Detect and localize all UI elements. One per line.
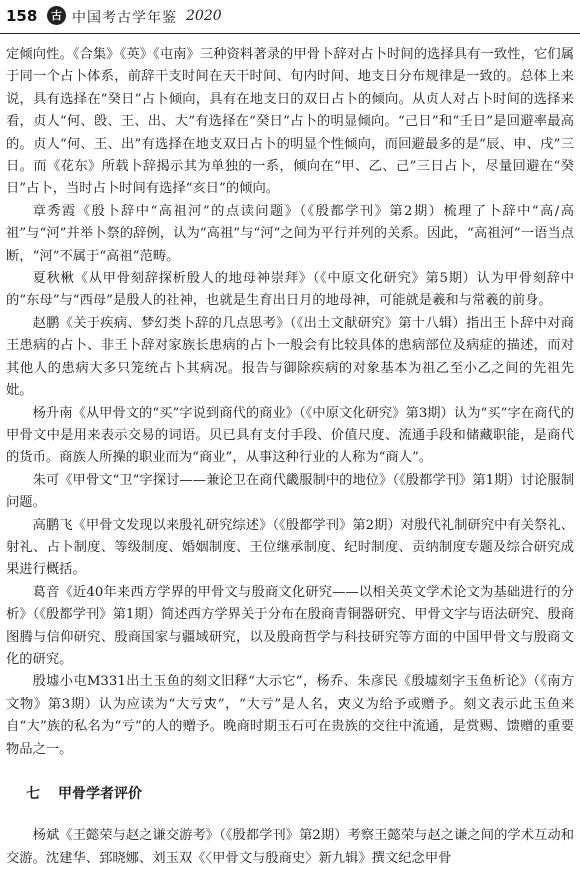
section-number: 七 [26,786,40,802]
header-rule [0,33,580,34]
book-year: 2020 [186,8,222,24]
body-text [6,44,574,870]
yearbook-emblem-icon: 古 [47,6,66,25]
paragraph: 葛音《近40年来西方学界的甲骨文与殷商文化研究——以相关英文学术论文为基础进行的分析》（《殷都学刊》第1期）简述西方学界关于分布在殷商青铜器研究、甲骨文字与语法研究、殷商图腾与信仰研究、殷商国家与疆域研究，以及殷商哲学与科技研究等方面的中国甲骨文与殷商文化的研究。 [6,584,574,667]
page-header [0,0,580,34]
paragraph: 章秀霞《殷卜辞中“高祖河”的点读问题》（《殷都学刊》第2期）梳理了卜辞中“高/高祖”与“河”并举卜祭的辞例，认为“高祖”与“河”之间为平行并列的关系。因此，“高祖河”一语当点断，“河”不属于“高祖”范畴。 [6,203,574,264]
paragraph: 定倾向性。《合集》《英》《屯南》三种资料著录的甲骨卜辞对占卜时间的选择具有一致性，它们属于同一个占卜体系，前辞干支时间在天干时间、旬内时间、地支日分布规律是一致的。总体上来说，具有选择在“癸日”占卜倾向，具有在地支日的双日占卜的倾向。从贞人对占卜时间的选择来看，贞人“何、𣪘、王、出、大”有选择在“癸日”占卜的明显倾向。“己日”和“壬日”是回避率最高的。贞人“何、王、出”有选择在地支双日占卜的明显个性倾向，而回避最多的是“辰、申、戌”三日。而《花东》所载卜辞揭示其为单独的一系，倾向在“甲、乙、己”三日占卜，尽量回避在“癸日”占卜，当时占卜时间有选择“亥日”的倾向。 [6,47,574,197]
paragraph: 赵鹏《关于疾病、梦幻类卜辞的几点思考》（《出土文献研究》第十八辑）指出王卜辞中对商王患病的占卜、非王卜辞对家族长患病的占卜一般会有比较具体的患病部位及病症的描述，而对其他人的患病大多只笼统占卜其病况。报告与御除疾病的对象基本为祖乙至小乙之间的先祖先妣。 [6,315,574,399]
paragraph: 朱可《甲骨文“卫”字探讨——兼论卫在商代畿服制中的地位》（《殷都学刊》第1期）讨论服制问题。 [6,472,574,511]
section-title: 甲骨学者评价 [58,786,142,802]
paragraph: 夏秋楸《从甲骨刻辞探析殷人的地母神崇拜》（《中原文化研究》第5期）认为甲骨刻辞中的“东母”与“西母”是殷人的社神，也就是生育出日月的地母神，可能就是羲和与常羲的前身。 [6,271,574,309]
section-heading [6,783,574,805]
paragraph: 殷墟小屯M331出土玉鱼的刻文旧释“大示它”，杨乔、朱彦民《殷墟刻字玉鱼析论》（《南方文物》第3期）认为应读为“大亏𡗜”，“大亏”是人名，𡗜义为给予或赠予。刻文表示此玉鱼来自“大”族的私名为“亏”的人的赠予。晚商时期玉石可在贵族的交往中流通，是赏赐、馈赠的重要物品之一。 [6,674,574,757]
paragraph: 高鹏飞《甲骨文发现以来殷礼研究综述》（《殷都学刊》第2期）对殷代礼制研究中有关祭礼、射礼、占卜制度、等级制度、婚姻制度、王位继承制度、纪时制度、贡纳制度专题及综合研究成果进行概括。 [6,517,574,578]
page-number: 158 [6,7,38,25]
paragraph: 杨斌《王懿荣与赵之谦交游考》（《殷都学刊》第2期）考察王懿荣与赵之谦之间的学术互动和交游。沈建华、郅晓娜、刘玉双《〈甲骨文与殷商史〉新九辑》撰文纪念甲骨 [6,828,574,866]
book-title: 中国考古学年鉴 [72,10,177,26]
paragraph: 杨升南《从甲骨文的“买”字说到商代的商业》（《中原文化研究》第3期）认为“买”字在商代的甲骨文中是用来表示交易的词语。贝已具有支付手段、价值尺度、流通手段和储藏职能，是商代的货币。商族人所操的职业而为“商业”，从事这种行业的人称为“商人”。 [6,405,574,466]
